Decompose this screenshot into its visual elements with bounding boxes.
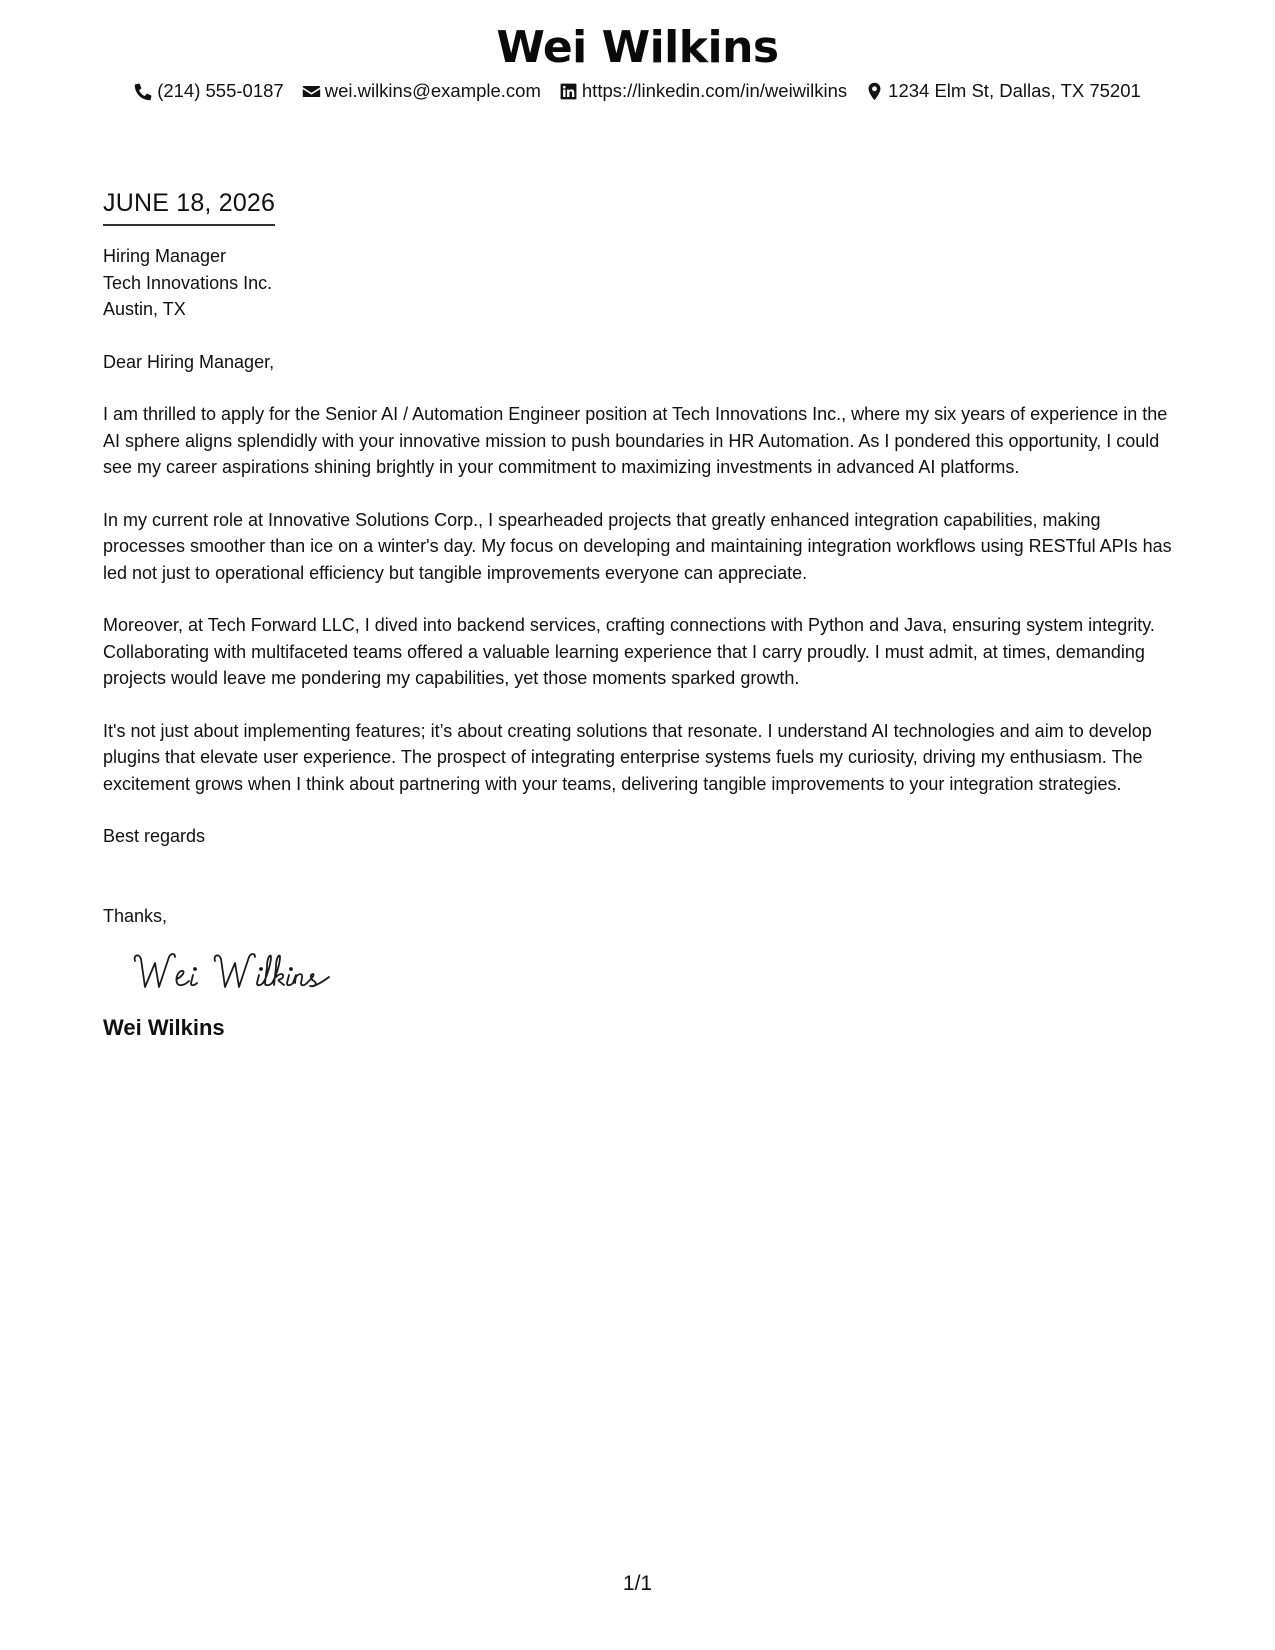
phone-number: (214) 555-0187: [157, 80, 284, 101]
closing: Best regards: [103, 826, 206, 846]
letter-date: JUNE 18, 2026: [103, 186, 275, 226]
street-address: 1234 Elm St, Dallas, TX 75201: [888, 80, 1141, 101]
recipient-company: Tech Innovations Inc.: [103, 272, 273, 293]
contact-phone: [134, 78, 284, 104]
recipient-title: Hiring Manager: [103, 246, 227, 266]
body-paragraph: In my current role at Innovative Solutions Corp., I spearheaded projects that greatly enhanced integration capabilities, making processes smoother than ice on a winter's day. My focus on developing and maintaining integration workflows using RESTful APIs has led not just to operational efficiency but tangible improvements everyone can appreciate.: [103, 509, 1172, 583]
body-paragraph: I am thrilled to apply for the Senior AI / Automation Engineer position at Tech Innovations Inc., where my six years of experience in the AI sphere aligns splendidly with your innovative mission to push boundaries in HR Automation. As I pondered this opportunity, I could see my career aspirations shining brightly in your commitment to maximizing investments in advanced AI platforms.: [103, 404, 1168, 477]
letter-header: [0, 18, 1275, 104]
contact-address: [865, 78, 1141, 104]
letter-body: [103, 186, 1178, 1043]
signer-name: Wei Wilkins: [103, 1015, 225, 1040]
sender-name: Wei Wilkins: [496, 22, 779, 73]
linkedin-icon: [559, 82, 578, 101]
map-pin-icon: [865, 82, 884, 101]
body-paragraph: It's not just about implementing features; it’s about creating solutions that resonate. I understand AI technologies and aim to develop plugins that elevate user experience. The prospect of integrating enterprise systems fuels my curiosity, driving my enthusiasm. The excitement grows when I think about partnering with your teams, delivering tangible improvements to your integration strategies.: [103, 720, 1152, 794]
body-paragraph: Moreover, at Tech Forward LLC, I dived into backend services, crafting connections with Python and Java, ensuring system integrity. Collaborating with multifaceted teams offered a valuable learning experience that I carry proudly. I must admit, at times, demanding projects would leave me pondering my capabilities, yet those moments sparked growth.: [103, 615, 1155, 688]
page-number: 1/1: [622, 1572, 653, 1595]
email-address[interactable]: wei.wilkins@example.com: [324, 80, 541, 101]
contact-email[interactable]: [302, 78, 541, 104]
recipient-location: Austin, TX: [103, 299, 186, 319]
thanks-line: Thanks,: [103, 905, 168, 926]
contact-linkedin[interactable]: [559, 78, 847, 104]
phone-icon: [134, 82, 153, 101]
recipient-block: [103, 243, 1178, 323]
contact-info-bar: [0, 78, 1275, 104]
handwritten-signature: [129, 943, 1178, 1001]
salutation: Dear Hiring Manager,: [103, 351, 275, 372]
envelope-icon: [302, 82, 321, 101]
linkedin-url[interactable]: https://linkedin.com/in/weiwilkins: [581, 80, 848, 101]
